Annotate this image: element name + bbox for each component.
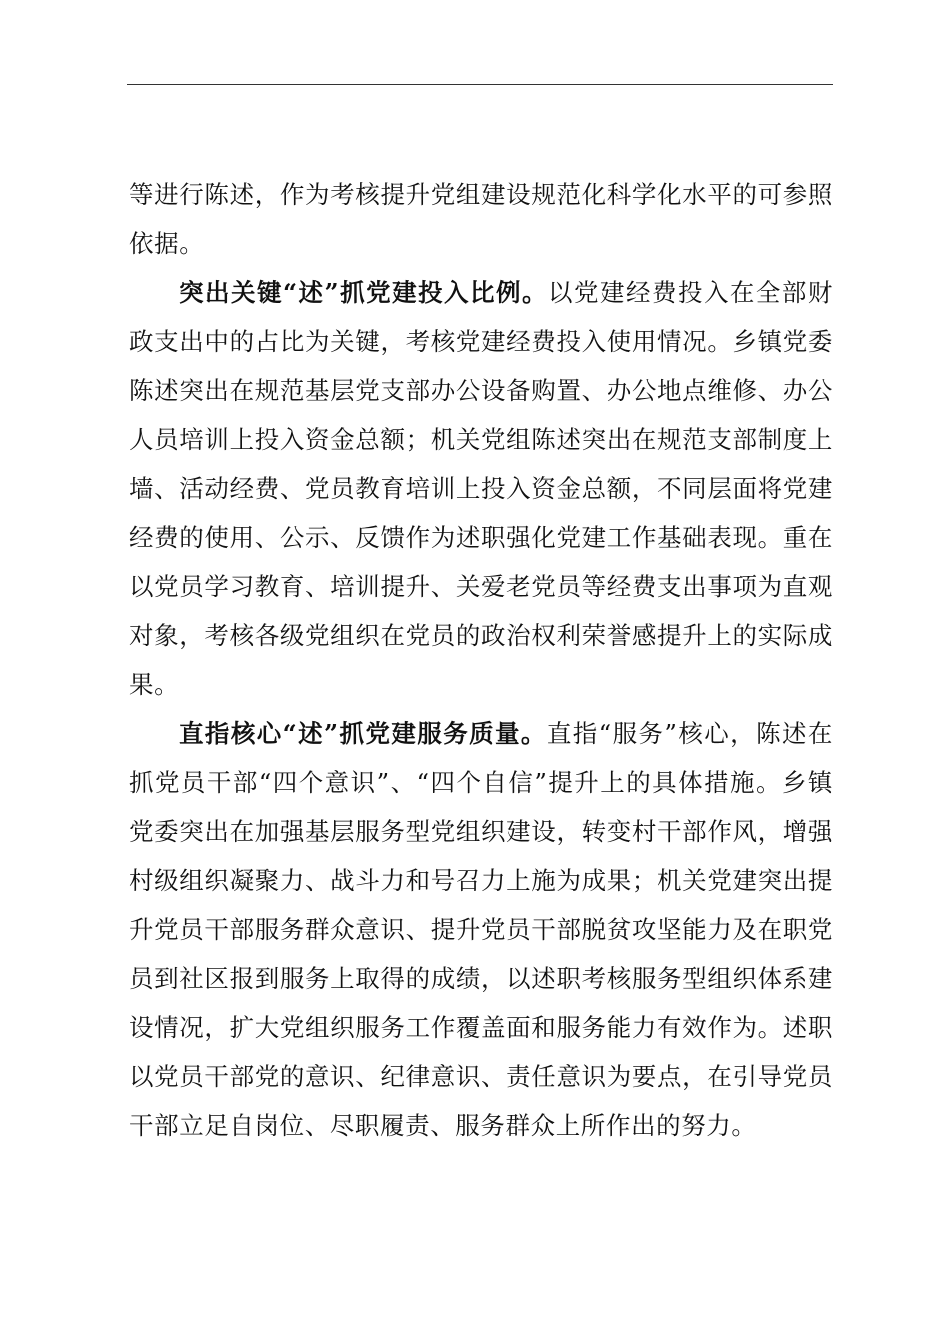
document-body [129, 170, 833, 1150]
paragraph-service-quality [129, 709, 833, 1150]
paragraph-heading: 直指核心“述”抓党建服务质量。 [179, 719, 547, 748]
paragraph-input-ratio [129, 268, 833, 709]
paragraph-text: 直指“服务”核心，陈述在抓党员干部“四个意识”、“四个自信”提升上的具体措施。乡镇党委突出在加强基层服务型党组织建设，转变村干部作风，增强村级组织凝聚力、战斗力和号召力上施为成果；机关党建突出提升党员干部服务群众意识、提升党员干部脱贫攻坚能力及在职党员到社区报到服务上取得的成绩，以述职考核服务型组织体系建设情况，扩大党组织服务工作覆盖面和服务能力有效作为。述职以党员干部党的意识、纪律意识、责任意识为要点，在引导党员干部立足自岗位、尽职履责、服务群众上所作出的努力。 [129, 719, 834, 1140]
paragraph-text: 以党建经费投入在全部财政支出中的占比为关键，考核党建经费投入使用情况。乡镇党委陈述突出在规范基层党支部办公设备购置、办公地点维修、办公人员培训上投入资金总额；机关党组陈述突出在规范支部制度上墙、活动经费、党员教育培训上投入资金总额，不同层面将党建经费的使用、公示、反馈作为述职强化党建工作基础表现。重在以党员学习教育、培训提升、关爱老党员等经费支出事项为直观对象，考核各级党组织在党员的政治权利荣誉感提升上的实际成果。 [129, 278, 833, 699]
header-rule [127, 84, 833, 85]
paragraph-heading: 突出关键“述”抓党建投入比例。 [179, 278, 549, 307]
paragraph-text: 等进行陈述，作为考核提升党组建设规范化科学化水平的可参照依据。 [129, 180, 833, 258]
paragraph-continuation [129, 170, 833, 268]
